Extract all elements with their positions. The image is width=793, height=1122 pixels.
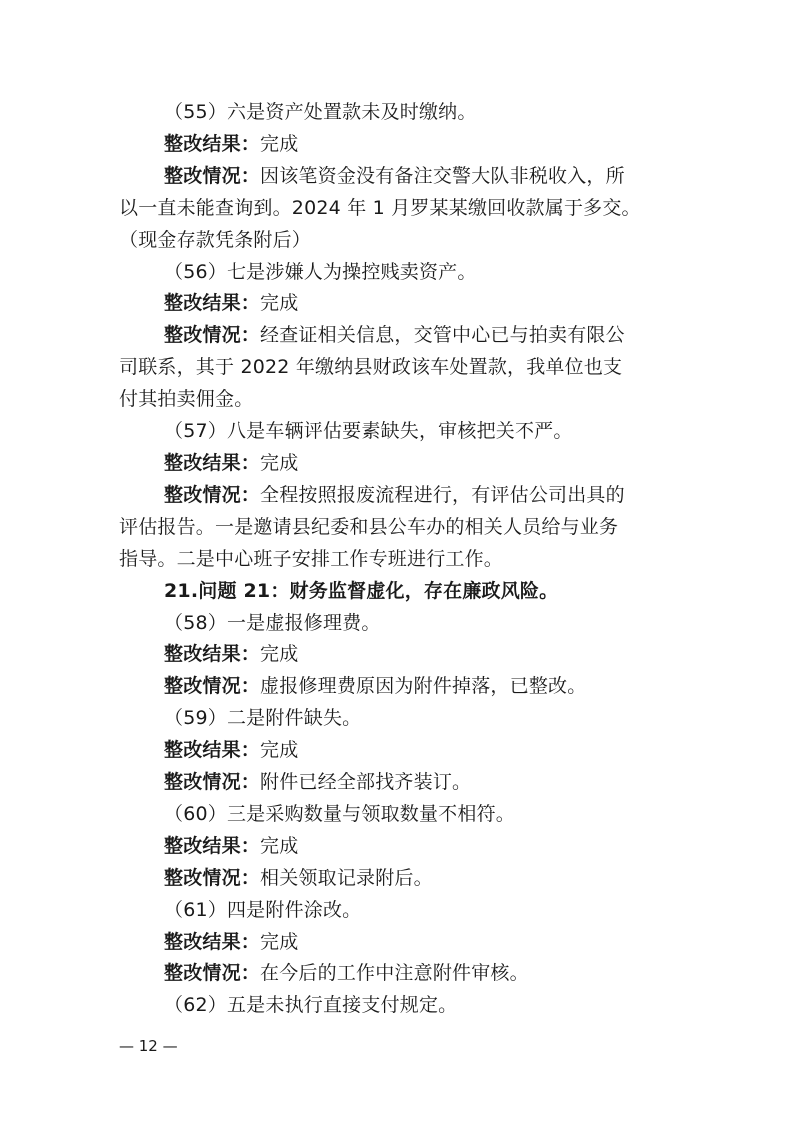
item-line: （61）四是附件涂改。 (164, 898, 362, 921)
field-text: 在今后的工作中注意附件审核。 (260, 962, 529, 985)
field-text: 因该笔资金没有备注交警大队非税收入，所 (260, 164, 625, 187)
page-number: — 12 — (119, 1037, 178, 1055)
field-label: 整改结果： (164, 739, 261, 762)
labeled-paragraph (119, 448, 679, 480)
paragraph-continuation: 评估报告。一是邀请县纪委和县公车办的相关人员给与业务 (119, 515, 619, 538)
labeled-paragraph (119, 958, 679, 990)
field-label: 整改结果： (164, 834, 261, 857)
field-label: 整改结果： (164, 132, 261, 155)
field-text: 完成 (260, 132, 299, 155)
document-body (119, 97, 679, 1022)
labeled-paragraph (119, 671, 679, 703)
labeled-paragraph (119, 288, 679, 320)
paragraph-continuation: 付其拍卖佣金。 (119, 388, 254, 411)
field-label: 整改情况： (164, 483, 261, 506)
field-text: 完成 (260, 643, 299, 666)
field-label: 整改结果： (164, 451, 261, 474)
field-label: 整改结果： (164, 292, 261, 315)
field-label: 整改情况： (164, 164, 261, 187)
field-text: 完成 (260, 292, 299, 315)
paragraph-continuation: 指导。二是中心班子安排工作专班进行工作。 (119, 547, 504, 570)
field-text: 附件已经全部找齐装订。 (260, 771, 472, 794)
field-label: 整改情况： (164, 675, 261, 698)
field-text: 全程按照报废流程进行，有评估公司出具的 (260, 483, 625, 506)
field-text: 经查证相关信息，交管中心已与拍卖有限公 (260, 324, 625, 347)
field-text: 完成 (260, 739, 299, 762)
field-label: 整改结果： (164, 643, 261, 666)
field-text: 相关领取记录附后。 (260, 866, 433, 889)
paragraph-continuation: 司联系，其于 2022 年缴纳县财政该车处置款，我单位也支 (119, 356, 623, 379)
labeled-paragraph (119, 735, 679, 767)
section-heading: 21.问题 21：财务监督虚化，存在廉政风险。 (164, 579, 559, 602)
item-line: （58）一是虚报修理费。 (164, 611, 381, 634)
field-label: 整改情况： (164, 866, 261, 889)
item-line: （60）三是采购数量与领取数量不相符。 (164, 802, 515, 825)
labeled-paragraph (119, 767, 679, 799)
labeled-paragraph (119, 129, 679, 161)
field-label: 整改情况： (164, 324, 261, 347)
labeled-paragraph (119, 639, 679, 671)
field-text: 完成 (260, 834, 299, 857)
labeled-paragraph (119, 863, 679, 895)
item-line: （56）七是涉嫌人为操控贱卖资产。 (164, 260, 477, 283)
field-text: 完成 (260, 930, 299, 953)
item-line: （59）二是附件缺失。 (164, 707, 362, 730)
field-text: 完成 (260, 451, 299, 474)
item-line: （62）五是未执行直接支付规定。 (164, 994, 458, 1017)
item-line: （55）六是资产处置款未及时缴纳。 (164, 101, 477, 123)
paragraph-continuation: 以一直未能查询到。2024 年 1 月罗某某缴回收款属于多交。 (119, 196, 641, 219)
labeled-paragraph (119, 161, 679, 193)
field-label: 整改情况： (164, 962, 261, 985)
paragraph-continuation: （现金存款凭条附后） (119, 228, 312, 251)
field-label: 整改结果： (164, 930, 261, 953)
field-label: 整改情况： (164, 771, 261, 794)
field-text: 虚报修理费原因为附件掉落，已整改。 (260, 675, 587, 698)
labeled-paragraph (119, 480, 679, 512)
labeled-paragraph (119, 927, 679, 959)
labeled-paragraph (119, 320, 679, 352)
item-line: （57）八是车辆评估要素缺失，审核把关不严。 (164, 420, 573, 443)
labeled-paragraph (119, 831, 679, 863)
